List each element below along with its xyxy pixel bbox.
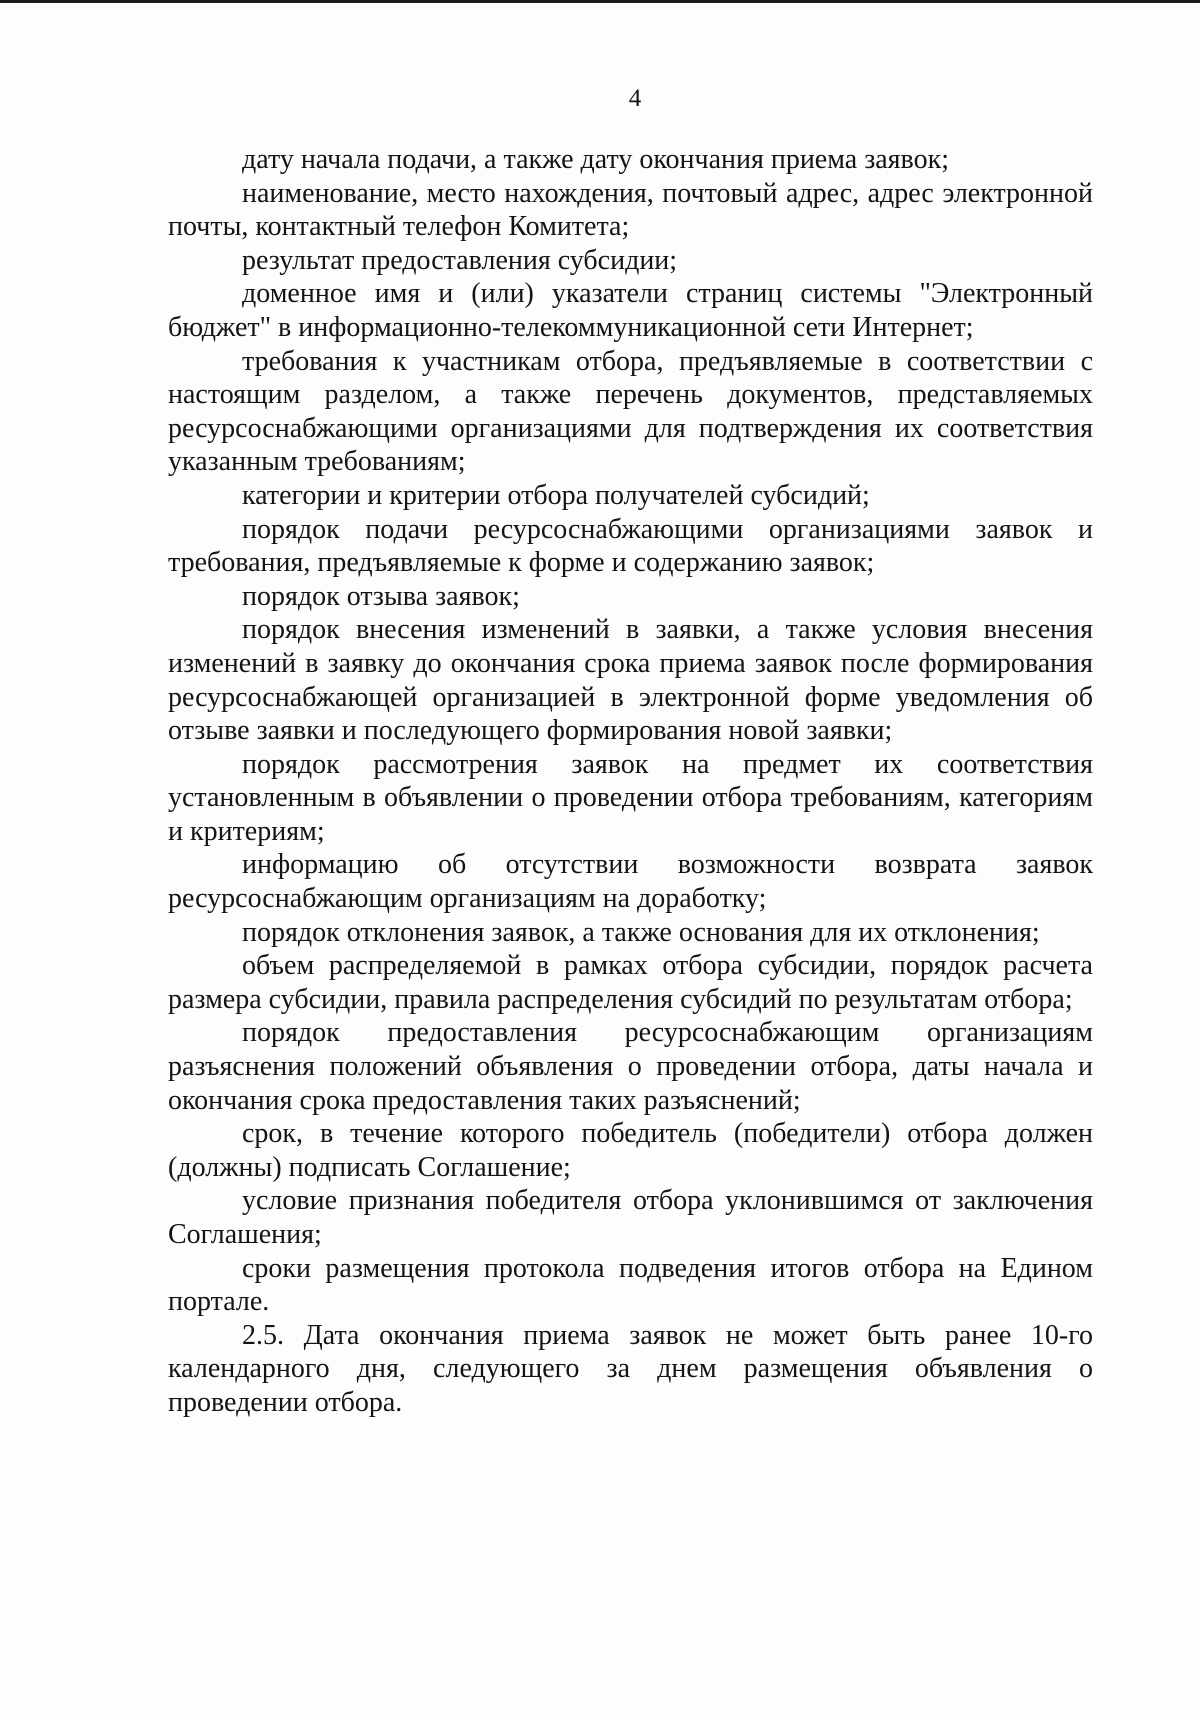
scan-top-edge xyxy=(0,0,1200,3)
paragraph-section-2-5: 2.5. Дата окончания приема заявок не может быть ранее 10-го календарного дня, следующего за днем размещения объявления о проведении отбора. xyxy=(168,1319,1093,1418)
page-number: 4 xyxy=(628,85,642,112)
paragraph-electronic-budget: доменное имя и (или) указатели страниц системы "Электронный бюджет" в информационно-телекоммуникационной сети Интернет; xyxy=(168,278,1093,343)
paragraph-subsidy-result: результат предоставления субсидии; xyxy=(242,244,678,276)
paragraph-signing-deadline: срок, в течение которого победитель (победители) отбора должен (должны) подписать Соглашение; xyxy=(168,1118,1093,1183)
paragraph-protocol-placement: сроки размещения протокола подведения итогов отбора на Едином портале. xyxy=(168,1252,1093,1318)
paragraph-amendment-order: порядок внесения изменений в заявки, а также условия внесения изменений в заявку до окончания срока приема заявок после формирования ресурсоснабжающей организацией в электронной форме уведомления об отзыве заявки и последующего формирования новой заявки; xyxy=(168,614,1093,747)
paragraph-no-return: информацию об отсутствии возможности возврата заявок ресурсоснабжающим организациям на доработку; xyxy=(168,849,1093,915)
paragraph-clarifications: порядок предоставления ресурсоснабжающим организациям разъяснения положений объявления о проведении отбора, даты начала и окончания срока предоставления таких разъяснений; xyxy=(168,1017,1093,1116)
paragraph-review-order: порядок рассмотрения заявок на предмет их соответствия установленным в объявлении о проведении отбора требованиям, категориям и критериям; xyxy=(168,748,1093,847)
document-body xyxy=(168,143,1093,1420)
paragraph-participant-requirements: требования к участникам отбора, предъявляемые в соответствии с настоящим разделом, а также перечень документов, представляемых ресурсоснабжающими организациями для подтверждения их соответствия указанным требованиям; xyxy=(168,345,1093,478)
paragraph-subsidy-volume: объем распределяемой в рамках отбора субсидии, порядок расчета размера субсидии, правила распределения субсидий по результатам отбора; xyxy=(168,950,1093,1015)
paragraph-application-dates: дату начала подачи, а также дату окончания приема заявок; xyxy=(242,144,949,175)
paragraph-evasion-condition: условие признания победителя отбора уклонившимся от заключения Соглашения; xyxy=(168,1185,1093,1250)
paragraph-rejection-order: порядок отклонения заявок, а также основания для их отклонения; xyxy=(242,916,1040,948)
paragraph-committee-contacts: наименование, место нахождения, почтовый адрес, адрес электронной почты, контактный телефон Комитета; xyxy=(168,177,1093,243)
paragraph-withdrawal-order: порядок отзыва заявок; xyxy=(242,580,520,612)
paragraph-submission-order: порядок подачи ресурсоснабжающими организациями заявок и требования, предъявляемые к форме и содержанию заявок; xyxy=(168,513,1093,579)
paragraph-selection-criteria: категории и критерии отбора получателей субсидий; xyxy=(242,479,870,511)
